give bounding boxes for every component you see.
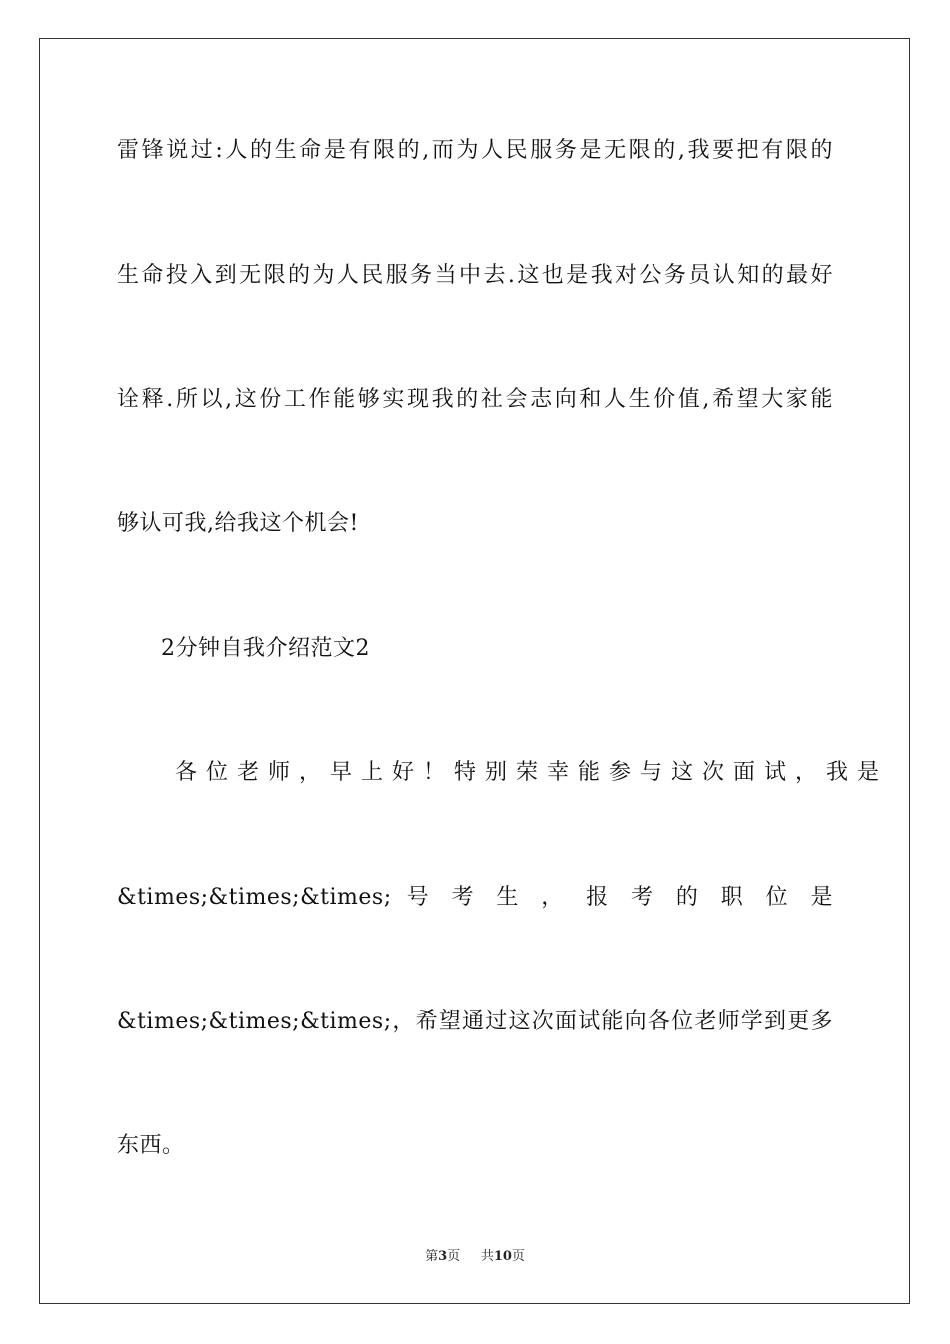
footer-page-prefix: 第 xyxy=(425,1249,439,1264)
para2-line-4: 东西。 xyxy=(117,1133,185,1158)
body-line-4: 够认可我,给我这个机会! xyxy=(117,511,359,536)
para2-line-3: &times;&times;&times;，希望通过这次面试能向各位老师学到更多 xyxy=(117,1009,833,1034)
footer-total-suffix: 页 xyxy=(511,1249,525,1264)
body-line-3: 诠释.所以,这份工作能够实现我的社会志向和人生价值,希望大家能 xyxy=(117,387,833,412)
section-heading: 2分钟自我介绍范文2 xyxy=(161,636,370,661)
footer-page-suffix: 页 xyxy=(447,1249,461,1264)
page-frame xyxy=(39,38,910,1304)
footer-page-num: 3 xyxy=(438,1249,448,1264)
footer-total-num: 10 xyxy=(493,1249,512,1264)
page-footer xyxy=(0,1248,950,1266)
para2-line-2: &times;&times;&times; 号 考 生 ， 报 考 的 职 位 是 xyxy=(117,885,833,910)
footer-total-prefix: 共 xyxy=(480,1249,494,1264)
body-line-2: 生命投入到无限的为人民服务当中去.这也是我对公务员认知的最好 xyxy=(117,263,833,288)
para2-line-1: 各位老师，早上好！特别荣幸能参与这次面试，我是 xyxy=(175,760,889,785)
body-line-1: 雷锋说过:人的生命是有限的,而为人民服务是无限的,我要把有限的 xyxy=(117,138,833,163)
